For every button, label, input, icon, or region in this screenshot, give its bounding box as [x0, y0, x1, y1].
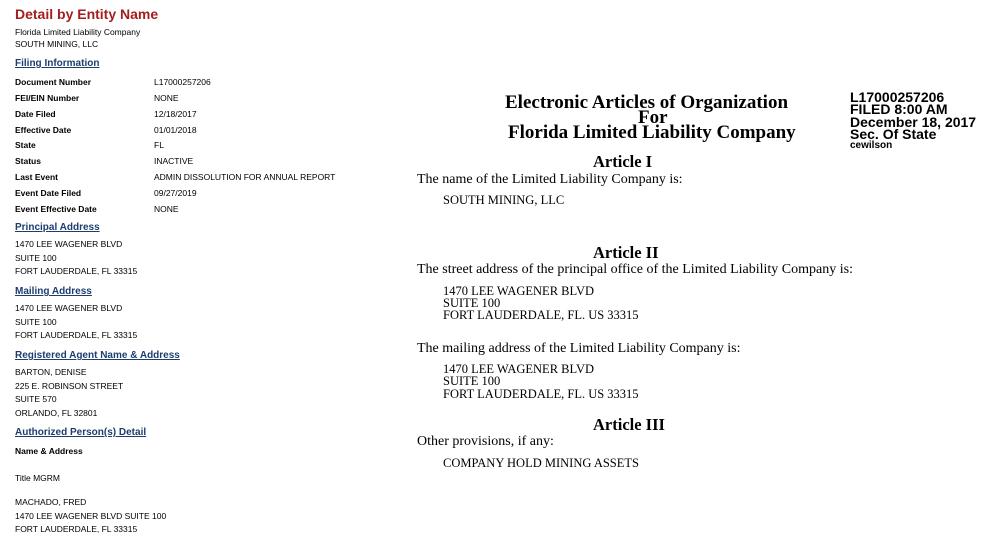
doc-number-value: L17000257206 — [154, 77, 211, 87]
entity-type: Florida Limited Liability Company — [15, 27, 141, 37]
article-2-principal-line: SUITE 100 — [443, 296, 501, 310]
entity-name: SOUTH MINING, LLC — [15, 39, 99, 49]
state-value: FL — [154, 140, 164, 150]
registered-agent — [15, 366, 123, 420]
stamp-doc-number: L17000257206 — [850, 89, 945, 105]
status-label: Status — [15, 156, 41, 166]
stamp-clerk: cewilson — [850, 140, 893, 151]
address-line: FORT LAUDERDALE, FL 33315 — [15, 330, 138, 340]
article-2-principal-text: The street address of the principal office of the Limited Liability Company is: — [417, 262, 853, 277]
last-event-label: Last Event — [15, 172, 58, 182]
event-date-filed-label: Event Date Filed — [15, 188, 82, 198]
name-address-subheading: Name & Address — [15, 446, 83, 456]
person-line: FORT LAUDERDALE, FL 33315 — [15, 524, 138, 534]
article-2-principal-line: 1470 LEE WAGENER BLVD — [443, 284, 595, 298]
date-filed-label: Date Filed — [15, 109, 56, 119]
page-title: Detail by Entity Name — [15, 6, 159, 22]
event-date-filed-value: 09/27/2019 — [154, 188, 197, 198]
event-effective-date-value: NONE — [154, 204, 179, 214]
address-line: SUITE 100 — [15, 316, 57, 327]
article-3-text: Other provisions, if any: — [417, 434, 554, 449]
authorized-person — [15, 496, 166, 537]
state-label: State — [15, 140, 36, 150]
event-effective-date-label: Event Effective Date — [15, 204, 97, 214]
article-2-mailing-text: The mailing address of the Limited Liability Company is: — [417, 341, 741, 356]
agent-line: 225 E. ROBINSON STREET — [15, 380, 124, 391]
article-2-mailing-line: 1470 LEE WAGENER BLVD — [443, 362, 595, 376]
stamp-filed-time: FILED 8:00 AM — [850, 101, 948, 117]
article-3-value: COMPANY HOLD MINING ASSETS — [443, 456, 639, 470]
article-2-mailing-line: FORT LAUDERDALE, FL. US 33315 — [443, 387, 639, 401]
stamp-filed-date: December 18, 2017 — [850, 114, 977, 130]
agent-line: SUITE 570 — [15, 394, 57, 404]
address-line: SUITE 100 — [15, 252, 57, 263]
doc-title-line-3: Florida Limited Liability Company — [508, 122, 796, 143]
doc-title-line-1: Electronic Articles of Organization — [505, 92, 789, 113]
article-1-heading: Article I — [593, 152, 653, 171]
doc-number-label: Document Number — [15, 77, 92, 87]
article-2-mailing-line: SUITE 100 — [443, 374, 501, 388]
article-2-heading: Article II — [593, 243, 659, 262]
article-2-principal-line: FORT LAUDERDALE, FL. US 33315 — [443, 308, 639, 322]
authorized-persons-heading: Authorized Person(s) Detail — [15, 427, 147, 438]
person-line: MACHADO, FRED — [15, 497, 87, 507]
mailing-address — [15, 302, 137, 343]
address-line: FORT LAUDERDALE, FL 33315 — [15, 266, 138, 276]
filing-information-heading: Filing Information — [15, 58, 100, 69]
agent-line: ORLANDO, FL 32801 — [15, 407, 98, 418]
article-1-value: SOUTH MINING, LLC — [443, 193, 565, 207]
last-event-value: ADMIN DISSOLUTION FOR ANNUAL REPORT — [154, 172, 336, 182]
registered-agent-heading: Registered Agent Name & Address — [15, 350, 180, 361]
address-line: 1470 LEE WAGENER BLVD — [15, 239, 123, 249]
fein-value: NONE — [154, 93, 179, 103]
article-3-heading: Article III — [593, 415, 665, 434]
effective-date-value: 01/01/2018 — [154, 125, 197, 135]
article-1-text: The name of the Limited Liability Company is: — [417, 172, 683, 187]
address-line: 1470 LEE WAGENER BLVD — [15, 303, 123, 313]
mailing-address-heading: Mailing Address — [15, 286, 92, 297]
status-value: INACTIVE — [154, 156, 194, 166]
date-filed-value: 12/18/2017 — [154, 109, 197, 119]
agent-line: BARTON, DENISE — [15, 367, 87, 377]
principal-address-heading: Principal Address — [15, 222, 100, 233]
person-title: Title MGRM — [15, 473, 61, 483]
person-line: 1470 LEE WAGENER BLVD SUITE 100 — [15, 510, 167, 521]
principal-address — [15, 238, 137, 279]
doc-title-line-2: For — [638, 107, 668, 128]
effective-date-label: Effective Date — [15, 125, 72, 135]
stamp-office: Sec. Of State — [850, 126, 937, 142]
fein-label: FEI/EIN Number — [15, 93, 80, 103]
